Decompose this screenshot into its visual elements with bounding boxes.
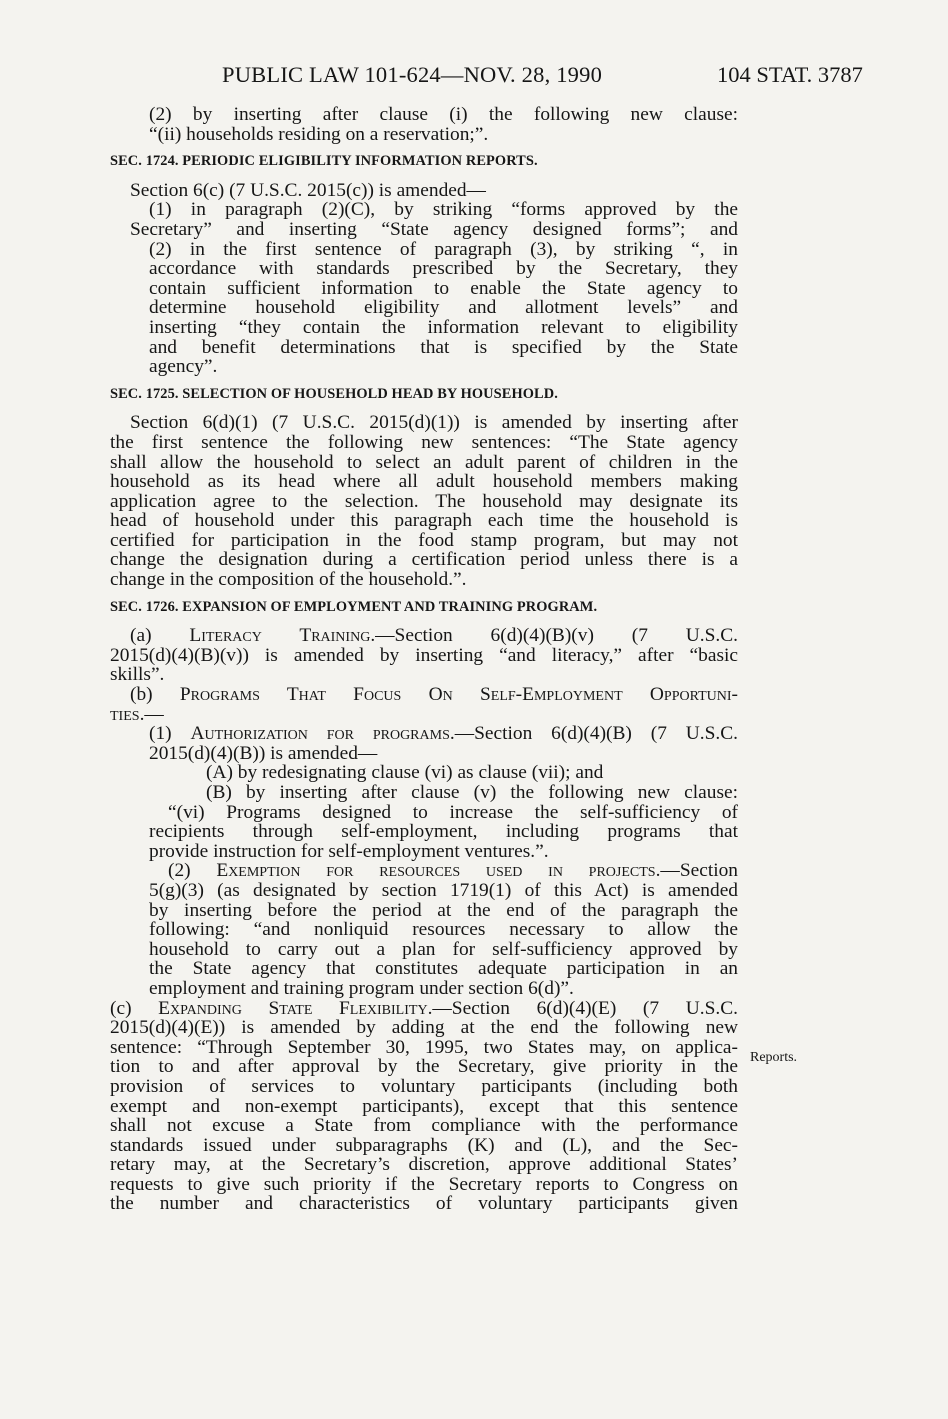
text-line: the first sentence the following new sentences: “The State agency: [110, 431, 738, 453]
text-line: the State agency that constitutes adequate participation in an: [149, 958, 738, 980]
text-line: shall not excuse a State from compliance with the performance: [110, 1115, 738, 1137]
small-caps-heading: Authorization for programs: [190, 723, 450, 745]
text-line: change the designation during a certification period unless there is a: [110, 549, 738, 571]
small-caps-heading: Exemption for resources used in projects: [216, 860, 656, 882]
text-line: and benefit determinations that is specified by the State: [149, 336, 738, 358]
line-prefix: (1): [149, 723, 191, 745]
text-line: recipients through self-employment, including programs that: [149, 821, 738, 843]
text-line: requests to give such priority if the Secretary reports to Congress on: [110, 1173, 738, 1195]
text-line: (2) in the first sentence of paragraph (3), by striking “, in: [149, 238, 738, 260]
text-line: (A) by redesignating clause (vi) as clause (vii); and: [206, 762, 604, 784]
text-line: Secretary” and inserting “State agency designed forms”; and: [130, 218, 738, 240]
line-prefix: (c): [110, 997, 159, 1019]
text-line: “(vi) Programs designed to increase the self-sufficiency of: [168, 801, 738, 823]
text-line: head of household under this paragraph each time the household is: [110, 510, 738, 532]
text-line: accordance with standards prescribed by the Secretary, they: [149, 258, 738, 280]
line-rest: .—Section 6(d)(4)(B) (7 U.S.C.: [449, 723, 739, 745]
text-line: [110, 999, 738, 1019]
text-line: tion to and after approval by the Secretary, give priority in the: [110, 1056, 738, 1078]
text-line: following: “and nonliquid resources necessary to allow the: [149, 919, 738, 941]
text-line: inserting “they contain the information relevant to eligibility: [149, 316, 738, 338]
line-prefix: (b): [130, 684, 180, 706]
text-line: employment and training program under section 6(d)”.: [149, 977, 574, 999]
text-line: “(ii) households residing on a reservation;”.: [149, 123, 489, 145]
text-line: 2015(d)(4)(B)) is amended—: [149, 742, 378, 764]
line-rest: .—Section 6(d)(4)(E) (7 U.S.C.: [427, 997, 738, 1019]
text-line: provide instruction for self-employment ventures.”.: [149, 840, 549, 862]
text-line: skills”.: [110, 664, 165, 686]
section-heading: SEC. 1724. PERIODIC ELIGIBILITY INFORMATION REPORTS.: [110, 153, 538, 170]
text-line: standards issued under subparagraphs (K) and (L), and the Sec-: [110, 1134, 738, 1156]
text-line: the number and characteristics of voluntary participants given: [110, 1193, 738, 1215]
text-line: [110, 724, 738, 744]
text-line: exempt and non-exempt participants), except that this sentence: [110, 1095, 738, 1117]
text-line: change in the composition of the household.”.: [110, 569, 467, 591]
text-line: (B) by inserting after clause (v) the following new clause:: [206, 782, 738, 803]
small-caps-heading: ties: [110, 703, 140, 725]
text-line: Section 6(c) (7 U.S.C. 2015(c)) is amended—: [130, 179, 486, 201]
line-prefix: (a): [130, 625, 190, 647]
text-line: retary may, at the Secretary’s discretion, approve additional States’: [110, 1154, 738, 1176]
text-line: shall allow the household to select an adult parent of children in the: [110, 451, 738, 473]
text-line: [110, 705, 738, 725]
text-line: Section 6(d)(1) (7 U.S.C. 2015(d)(1)) is amended by inserting after: [130, 412, 738, 434]
text-line: 5(g)(3) (as designated by section 1719(1) of this Act) is amended: [149, 879, 738, 901]
running-title: PUBLIC LAW 101-624—NOV. 28, 1990: [222, 62, 603, 87]
text-line: (1) in paragraph (2)(C), by striking “forms approved by the: [149, 199, 738, 221]
small-caps-heading: Literacy Training: [189, 625, 371, 647]
section-heading: SEC. 1726. EXPANSION OF EMPLOYMENT AND TRAINING PROGRAM.: [110, 598, 598, 615]
line-rest: .—Section: [655, 860, 738, 882]
text-line: [110, 861, 738, 881]
text-line: (2) by inserting after clause (i) the following new clause:: [149, 104, 738, 125]
page-header: [0, 62, 948, 94]
text-line: certified for participation in the food stamp program, but may not: [110, 529, 738, 551]
section-heading: SEC. 1725. SELECTION OF HOUSEHOLD HEAD BY HOUSEHOLD.: [110, 385, 558, 402]
text-line: by inserting before the period at the end of the paragraph the: [149, 899, 738, 921]
line-rest: .—: [139, 703, 164, 725]
stat-page-number: 104 STAT. 3787: [717, 62, 863, 87]
text-line: [110, 685, 738, 705]
text-line: 2015(d)(4)(B)(v)) is amended by inserting “and literacy,” after “basic: [110, 644, 738, 666]
document-body: [110, 105, 738, 1214]
small-caps-heading: Programs That Focus On Self-Employment Opportuni-: [179, 684, 738, 706]
small-caps-heading: Expanding State Flexibility: [158, 997, 428, 1019]
text-line: agency”.: [149, 356, 218, 378]
text-line: provision of services to voluntary participants (including both: [110, 1075, 738, 1097]
text-line: [110, 626, 738, 646]
text-line: contain sufficient information to enable the State agency to: [149, 277, 738, 299]
text-line: application agree to the selection. The household may designate its: [110, 490, 738, 512]
text-line: 2015(d)(4)(E)) is amended by adding at the end the following new: [110, 1017, 738, 1039]
text-line: determine household eligibility and allotment levels” and: [149, 297, 738, 319]
text-line: sentence: “Through September 30, 1995, two States may, on applica-: [110, 1036, 738, 1058]
text-line: household as its head where all adult household members making: [110, 471, 738, 493]
line-rest: .—Section 6(d)(4)(B)(v) (7 U.S.C.: [370, 625, 739, 647]
margin-note: Reports.: [750, 1050, 798, 1065]
line-prefix: (2): [168, 860, 217, 882]
text-line: household to carry out a plan for self-sufficiency approved by: [149, 938, 738, 960]
